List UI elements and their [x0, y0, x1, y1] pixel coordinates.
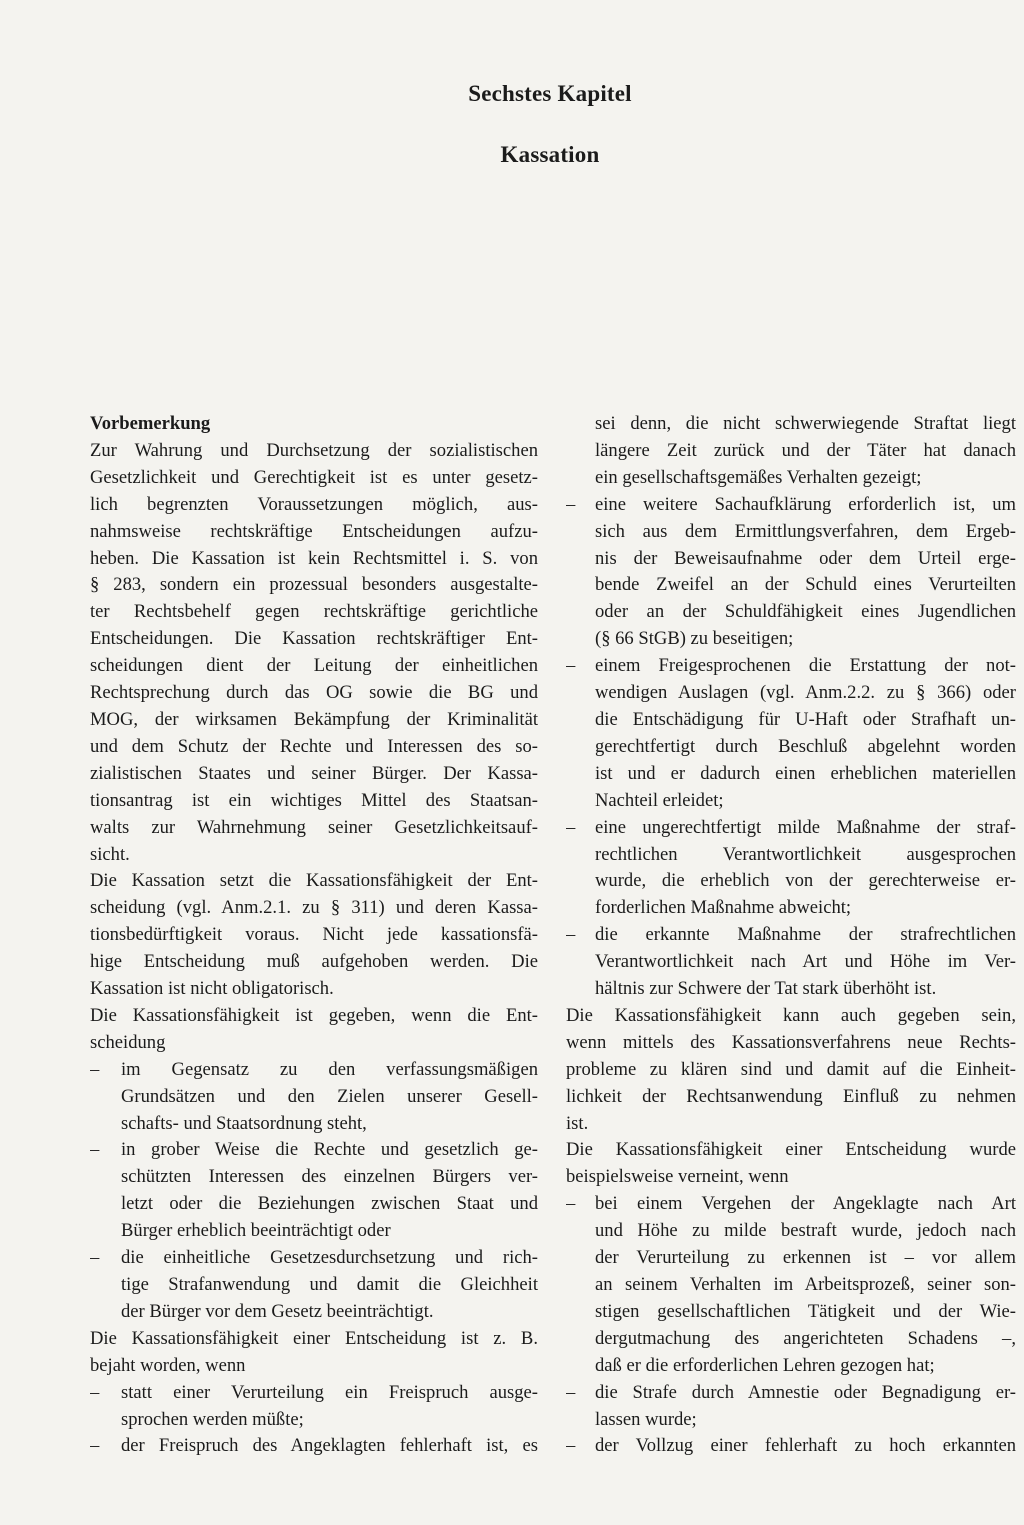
list-item-line	[90, 1380, 538, 1407]
list-item-continuation	[566, 707, 1016, 734]
list-item-text: wendigen Auslagen (vgl. Anm.2.2. zu § 366) oder	[595, 682, 1016, 704]
list-item-text: sich aus dem Ermittlungsverfahren, dem Ergeb-	[595, 520, 1016, 542]
list-item-text: eine weitere Sachaufklärung erforderlich ist, um	[595, 493, 1016, 515]
list-item-text: gerechtfertigt durch Beschluß abgelehnt worden	[595, 735, 1016, 757]
list-item-continuation	[90, 1164, 538, 1191]
list-item-text: (§ 66 StGB) zu beseitigen;	[595, 628, 794, 650]
list-item-continuation	[90, 1272, 538, 1299]
list-item-text: der Freispruch des Angeklagten fehlerhaft ist, es	[121, 1435, 538, 1457]
list-item-line	[90, 1433, 538, 1460]
list-item-text: nis der Beweisaufnahme oder dem Urteil erge-	[595, 547, 1016, 569]
paragraph-line: scheidung	[90, 1031, 166, 1053]
list-item-continuation	[566, 626, 1016, 653]
paragraph-line: lichkeit der Rechtsanwendung Einfluß zu nehmen	[566, 1085, 1016, 1107]
list-item-text: im Gegensatz zu den verfassungsmäßigen	[121, 1058, 538, 1080]
paragraph-line: tionsantrag ist ein wichtiges Mittel des Staatsan-	[90, 789, 538, 811]
list-item-continuation	[566, 599, 1016, 626]
dash-bullet: –	[566, 1381, 576, 1403]
dash-bullet: –	[566, 493, 576, 515]
paragraph-line: ist.	[566, 1112, 589, 1134]
list-item-continuation	[566, 949, 1016, 976]
paragraph-line: § 283, sondern ein prozessual besonders ausgestalte-	[90, 574, 538, 596]
paragraph-line: scheidung (vgl. Anm.2.1. zu § 311) und deren Kassa-	[90, 897, 538, 919]
list-item-continuation	[566, 1326, 1016, 1353]
list-item-line	[566, 1433, 1016, 1460]
list-item-text: bende Zweifel an der Schuld eines Verurteilten	[595, 574, 1016, 596]
list-item-text: dergutmachung des angerichteten Schadens –,	[595, 1327, 1016, 1349]
list-item-text: hältnis zur Schwere der Tat stark überhöht ist.	[595, 978, 937, 1000]
list-item-text: Grundsätzen und den Zielen unserer Gesell-	[121, 1085, 538, 1107]
dash-bullet: –	[90, 1247, 100, 1269]
left-text-column	[90, 411, 538, 1460]
list-item-continuation	[90, 1299, 538, 1326]
list-item-line	[566, 653, 1016, 680]
paragraph-line: lich begrenzten Voraussetzungen möglich, aus-	[90, 493, 538, 515]
paragraph-line: Entscheidungen. Die Kassation rechtskräftiger Ent-	[90, 628, 538, 650]
list-item-line	[90, 1137, 538, 1164]
paragraph-line: Die Kassationsfähigkeit ist gegeben, wenn die Ent-	[90, 1004, 538, 1026]
paragraph-line: Kassation ist nicht obligatorisch.	[90, 978, 334, 1000]
list-item-continuation	[90, 1218, 538, 1245]
list-item-text: lassen wurde;	[595, 1408, 697, 1430]
paragraph-line: scheidungen dient der Leitung der einheitlichen	[90, 655, 538, 677]
list-item-text: die einheitliche Gesetzesdurchsetzung und rich-	[121, 1247, 538, 1269]
list-item-text: der Bürger vor dem Gesetz beeinträchtigt.	[121, 1300, 434, 1322]
list-item-line	[566, 1380, 1016, 1407]
paragraph-line: tionsbedürftigkeit voraus. Nicht jede kassationsfä-	[90, 924, 538, 946]
paragraph-line: ter Rechtsbehelf gegen rechtskräftige gerichtliche	[90, 601, 538, 623]
paragraph-line: wenn mittels des Kassationsverfahrens neue Rechts-	[566, 1031, 1016, 1053]
list-item-text: Bürger erheblich beeinträchtigt oder	[121, 1220, 391, 1242]
list-item-text: rechtlichen Verantwortlichkeit ausgesprochen	[595, 843, 1016, 865]
paragraph-line: heben. Die Kassation ist kein Rechtsmittel i. S. von	[90, 547, 538, 569]
dash-bullet: –	[566, 1193, 576, 1215]
list-item-text: einem Freigesprochenen die Erstattung der not-	[595, 655, 1016, 677]
list-item-continuation	[90, 1111, 538, 1138]
list-item-continuation	[566, 572, 1016, 599]
paragraph-line: Die Kassationsfähigkeit kann auch gegeben sein,	[566, 1004, 1016, 1026]
list-item-text: schafts- und Staatsordnung steht,	[121, 1112, 367, 1134]
paragraph-line: bejaht worden, wenn	[90, 1354, 246, 1376]
paragraph-line: zialistischen Staates und seiner Bürger. Der Kassa-	[90, 762, 538, 784]
list-item-line	[90, 1057, 538, 1084]
list-item-text: tige Strafanwendung und damit die Gleichheit	[121, 1274, 538, 1295]
list-item-text: der Verurteilung zu erkennen ist – vor allem	[595, 1247, 1016, 1269]
list-item-continuation	[566, 1299, 1016, 1326]
list-item-text: längere Zeit zurück und der Täter hat danach	[595, 439, 1016, 461]
list-item-continuation	[566, 868, 1016, 895]
list-item-text: an seinem Verhalten im Arbeitsprozeß, seiner son-	[595, 1274, 1016, 1295]
list-item-continuation	[566, 519, 1016, 546]
list-item-text: forderlichen Maßnahme abweicht;	[595, 897, 852, 919]
paragraph-line: Die Kassationsfähigkeit einer Entscheidung wurde	[566, 1139, 1016, 1161]
chapter-subtitle: Kassation	[500, 142, 600, 167]
list-item-text: letzt oder die Beziehungen zwischen Staat und	[121, 1193, 538, 1215]
list-item-continuation	[566, 1407, 1016, 1434]
list-item-text: wurde, die erheblich von der gerechterweise er-	[595, 870, 1016, 892]
paragraph-line: Gesetzlichkeit und Gerechtigkeit ist es unter gesetz-	[90, 466, 538, 488]
list-item-continuation	[566, 465, 1016, 492]
list-item-continuation	[566, 546, 1016, 573]
list-item-text: Nachteil erleidet;	[595, 789, 724, 811]
list-item-text: die Entschädigung für U-Haft oder Strafhaft un-	[595, 708, 1016, 730]
list-item-continuation	[566, 976, 1016, 1003]
dash-bullet: –	[90, 1139, 100, 1161]
dash-bullet: –	[566, 1435, 576, 1457]
list-item-text: Verantwortlichkeit nach Art und Höhe im Ver-	[595, 951, 1016, 973]
paragraph-line: sicht.	[90, 843, 130, 865]
list-item-text: ein gesellschaftsgemäßes Verhalten gezeigt;	[595, 466, 922, 488]
list-item-text: ist und er dadurch einen erheblichen materiellen	[595, 762, 1016, 784]
list-item-text: oder an der Schuldfähigkeit eines Jugendlichen	[595, 601, 1016, 623]
list-item-text: stigen gesellschaftlichen Tätigkeit und der Wie-	[595, 1300, 1016, 1322]
list-item-text: sprochen werden müßte;	[121, 1408, 304, 1430]
list-item-continuation	[566, 1353, 1016, 1380]
list-item-continuation	[90, 1407, 538, 1434]
list-item-line	[566, 492, 1016, 519]
dash-bullet: –	[90, 1435, 100, 1457]
right-text-column	[566, 411, 1016, 1460]
paragraph-line: walts zur Wahrnehmung seiner Gesetzlichkeitsauf-	[90, 816, 538, 838]
paragraph-line: nahmsweise rechtskräftige Entscheidungen aufzu-	[90, 520, 538, 542]
list-item-line	[566, 1191, 1016, 1218]
paragraph-line: Die Kassationsfähigkeit einer Entscheidung ist z. B.	[90, 1327, 538, 1349]
section-heading: Vorbemerkung	[90, 413, 211, 434]
list-item-continuation	[566, 895, 1016, 922]
list-item-text: schützten Interessen des einzelnen Bürgers ver-	[121, 1166, 538, 1188]
list-item-text: in grober Weise die Rechte und gesetzlich ge-	[121, 1139, 538, 1161]
list-item-continuation	[566, 842, 1016, 869]
list-item-text: der Vollzug einer fehlerhaft zu hoch erkannten	[595, 1435, 1016, 1457]
list-item-text: bei einem Vergehen der Angeklagte nach Art	[595, 1193, 1016, 1215]
list-item-continuation	[566, 680, 1016, 707]
paragraph-line: Rechtsprechung durch das OG sowie die BG und	[90, 682, 538, 704]
list-item-text: daß er die erforderlichen Lehren gezogen hat;	[595, 1354, 935, 1376]
list-item-text: die erkannte Maßnahme der strafrechtlichen	[595, 924, 1016, 946]
paragraph-line: Die Kassation setzt die Kassationsfähigkeit der Ent-	[90, 870, 538, 892]
paragraph-line: probleme zu klären sind und damit auf die Einheit-	[566, 1058, 1016, 1080]
list-item-continuation	[566, 761, 1016, 788]
dash-bullet: –	[566, 816, 576, 838]
list-item-continuation	[566, 411, 1016, 438]
paragraph-line: und dem Schutz der Rechte und Interessen des so-	[90, 735, 538, 757]
paragraph-line: hige Entscheidung muß aufgehoben werden. Die	[90, 951, 538, 973]
list-item-text: statt einer Verurteilung ein Freispruch ausge-	[121, 1381, 538, 1403]
list-item-continuation	[566, 438, 1016, 465]
dash-bullet: –	[90, 1381, 100, 1403]
list-item-continuation	[90, 1191, 538, 1218]
list-item-continuation	[566, 788, 1016, 815]
list-item-line	[566, 922, 1016, 949]
list-item-continuation	[566, 734, 1016, 761]
paragraph-line: MOG, der wirksamen Bekämpfung der Kriminalität	[90, 708, 538, 730]
dash-bullet: –	[566, 924, 576, 946]
list-item-text: und Höhe zu milde bestraft wurde, jedoch nach	[595, 1220, 1016, 1242]
list-item-text: die Strafe durch Amnestie oder Begnadigung er-	[595, 1381, 1016, 1403]
list-item-continuation	[566, 1218, 1016, 1245]
paragraph-line: beispielsweise verneint, wenn	[566, 1166, 789, 1188]
paragraph-line: Zur Wahrung und Durchsetzung der sozialistischen	[90, 439, 538, 461]
chapter-title: Sechstes Kapitel	[468, 81, 632, 106]
list-item-continuation	[566, 1272, 1016, 1299]
list-item-text: sei denn, die nicht schwerwiegende Straftat liegt	[595, 413, 1016, 434]
dash-bullet: –	[90, 1058, 100, 1080]
list-item-continuation	[566, 1245, 1016, 1272]
dash-bullet: –	[566, 655, 576, 677]
list-item-continuation	[90, 1084, 538, 1111]
list-item-text: eine ungerechtfertigt milde Maßnahme der straf-	[595, 816, 1016, 838]
list-item-line	[90, 1245, 538, 1272]
list-item-line	[566, 815, 1016, 842]
